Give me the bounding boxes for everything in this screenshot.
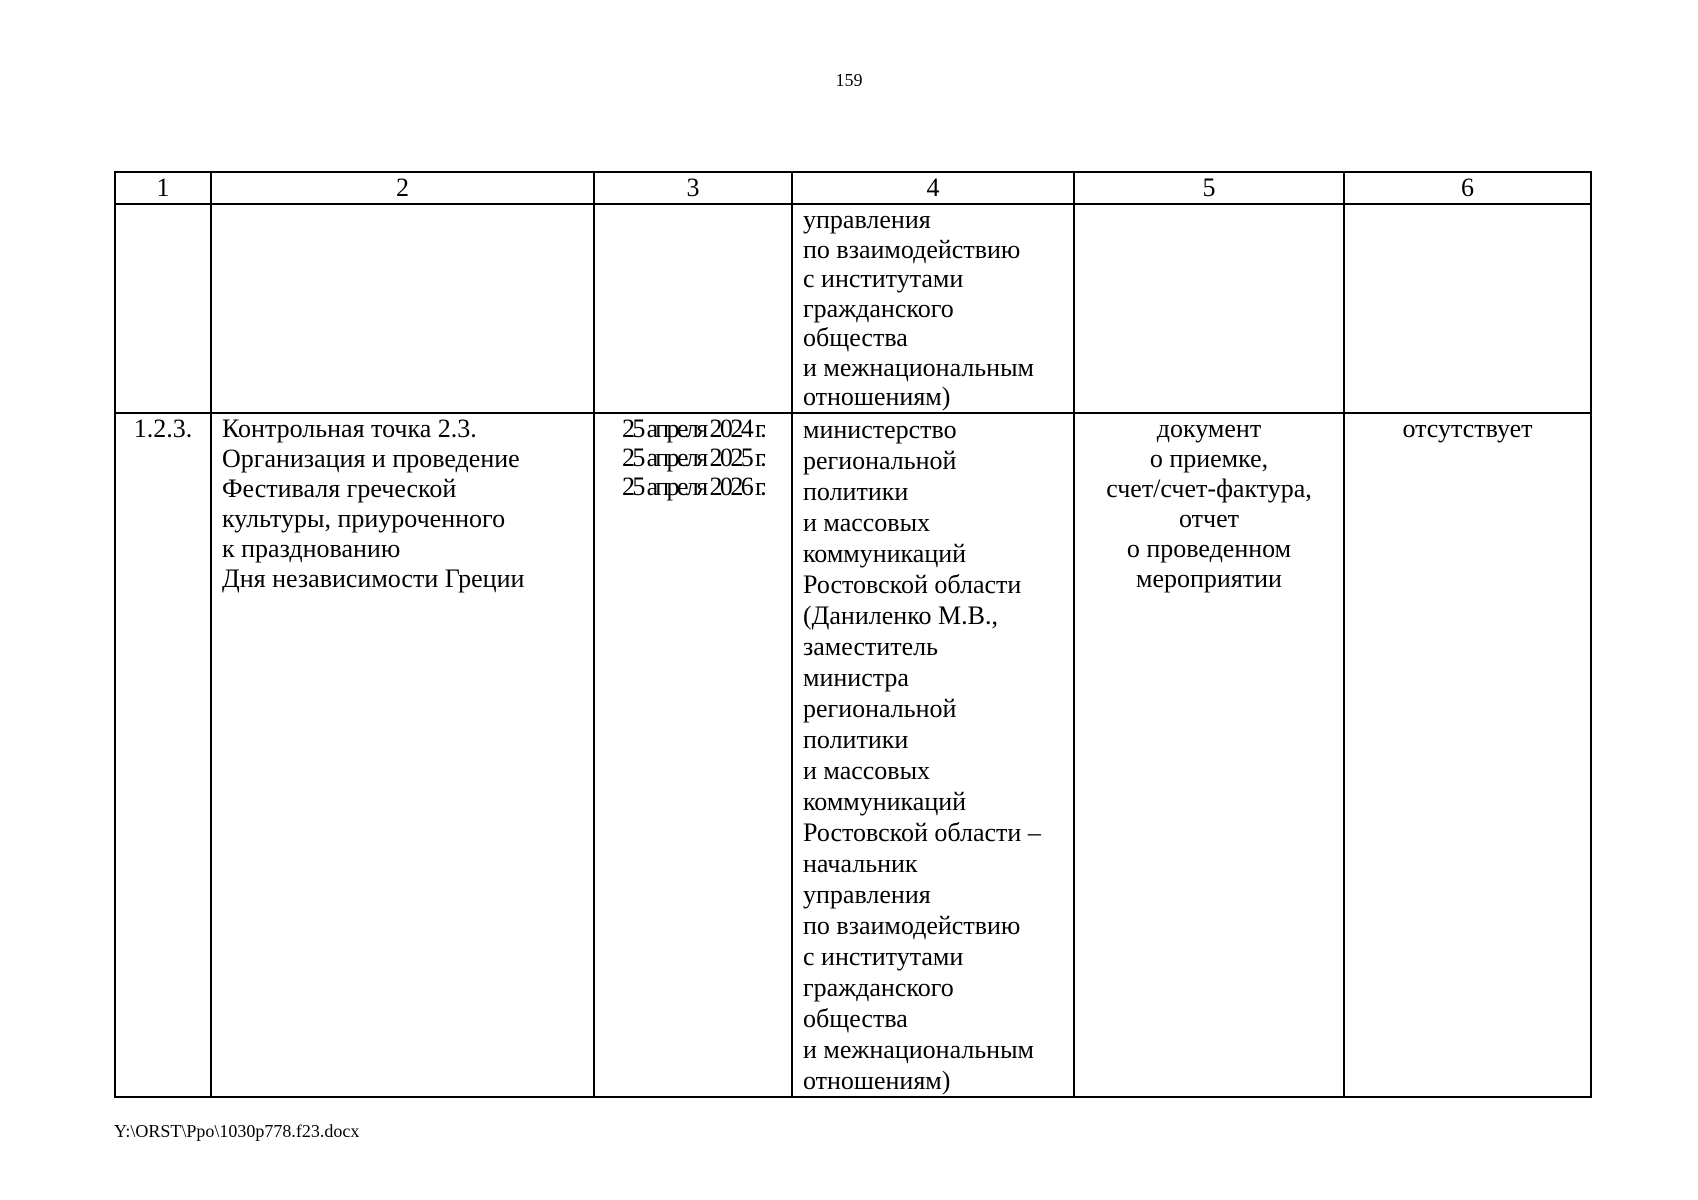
header-col-1: 1 xyxy=(115,172,211,204)
responsible-line: заместитель xyxy=(803,631,939,661)
cont-responsible-line: с институтами xyxy=(803,264,964,293)
page-number: 159 xyxy=(835,70,863,90)
cont-responsible-line: отношениям) xyxy=(803,382,951,411)
name-line: Организация и проведение xyxy=(222,443,520,473)
deadline-dates xyxy=(594,413,792,1097)
responsible-line: Ростовской области – xyxy=(803,817,1041,847)
responsible-line: управления xyxy=(803,879,931,909)
header-col-4: 4 xyxy=(792,172,1074,204)
table-header-row xyxy=(115,172,1591,204)
name-line: Дня независимости Греции xyxy=(222,563,525,593)
document-line: о проведенном xyxy=(1126,533,1292,563)
name-line: Контрольная точка 2.3. xyxy=(222,413,477,443)
name-line: культуры, приуроченного xyxy=(222,503,506,533)
cont-cell-2 xyxy=(211,204,594,413)
date-line: 25 апреля 2025 г. xyxy=(621,442,765,472)
responsible-line: по взаимодействию xyxy=(803,910,1021,940)
document-line: документ xyxy=(1156,413,1262,443)
control-points-table xyxy=(114,171,1592,1098)
header-col-5: 5 xyxy=(1074,172,1344,204)
responsible-line: политики xyxy=(803,476,909,506)
document-type xyxy=(1074,413,1344,1097)
responsible-line: коммуникаций xyxy=(803,786,967,816)
cont-responsible-line: и межнациональным xyxy=(803,352,1035,382)
responsible-line: гражданского xyxy=(803,972,954,1002)
responsible-line: коммуникаций xyxy=(803,538,967,568)
responsible-line: отношениям) xyxy=(803,1065,951,1095)
document-line: мероприятии xyxy=(1136,563,1282,593)
responsible-line: начальник xyxy=(803,848,918,878)
name-line: Фестиваля греческой xyxy=(222,473,457,503)
document-line: о приемке, xyxy=(1149,443,1269,473)
responsible-line: министерство xyxy=(803,414,957,444)
cont-cell-6 xyxy=(1344,204,1591,413)
cont-cell-responsible xyxy=(792,204,1074,413)
responsible-executor xyxy=(792,413,1074,1097)
control-point-name xyxy=(211,413,594,1097)
responsible-line: общества xyxy=(803,1003,908,1033)
row-number: 1.2.3. xyxy=(115,413,211,1097)
cont-responsible-line: управления xyxy=(803,205,931,234)
name-line: к празднованию xyxy=(222,533,401,563)
responsible-line: и массовых xyxy=(803,507,931,537)
responsible-line: (Даниленко М.В., xyxy=(803,600,998,630)
document-line: отчет xyxy=(1179,503,1239,533)
header-col-2: 2 xyxy=(211,172,594,204)
cont-cell-5 xyxy=(1074,204,1344,413)
responsible-line: и массовых xyxy=(803,755,931,785)
cont-responsible-line: гражданского xyxy=(803,293,954,323)
responsible-line: региональной xyxy=(803,445,957,475)
cont-cell-3 xyxy=(594,204,792,413)
document-line: счет/счет-фактура, xyxy=(1106,473,1312,503)
date-line: 25 апреля 2026 г. xyxy=(621,471,765,501)
responsible-line: региональной xyxy=(803,693,957,723)
header-col-3: 3 xyxy=(594,172,792,204)
table-row-1-2-3 xyxy=(115,413,1591,1097)
responsible-line: и межнациональным xyxy=(803,1034,1035,1064)
footer-file-path: Y:\ORST\Ppo\1030p778.f23.docx xyxy=(114,1121,360,1141)
date-line: 25 апреля 2024 г. xyxy=(621,413,765,443)
header-col-6: 6 xyxy=(1344,172,1591,204)
information-system: отсутствует xyxy=(1344,413,1591,1097)
responsible-line: политики xyxy=(803,724,909,754)
table-row-continuation xyxy=(115,204,1591,413)
responsible-line: Ростовской области xyxy=(803,569,1022,599)
cont-responsible-line: общества xyxy=(803,323,908,352)
responsible-line: министра xyxy=(803,662,909,692)
responsible-line: с институтами xyxy=(803,941,964,971)
cont-responsible-line: по взаимодействию xyxy=(803,234,1021,264)
cont-cell-1 xyxy=(115,204,211,413)
